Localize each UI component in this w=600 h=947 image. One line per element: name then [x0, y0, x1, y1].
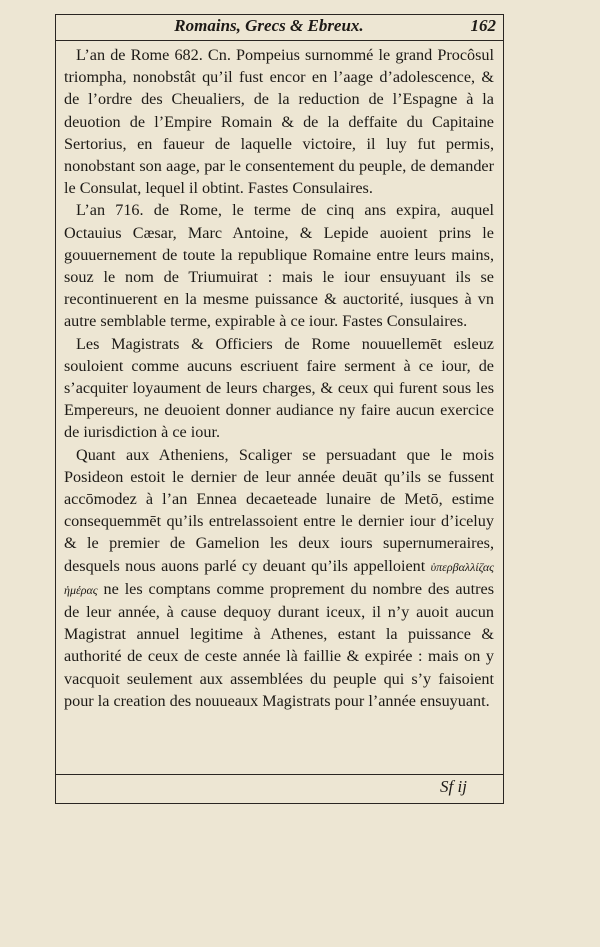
page-number: 162: [470, 16, 496, 35]
header-rule: [55, 40, 504, 41]
greek-phrase: ὑπερβαλλίζας ἡμέρας: [64, 559, 494, 597]
paragraph-triumvirat: L’an 716. de Rome, le terme de cinq ans expira, auquel Octauius Cæsar, Marc Antoine, & Lepide auoient prins le gouuernement de toute la republique Romaine entre leurs mains, souz le nom de Triumuirat : mais le iour ensuyuant ils se recontinuerent en la mesme puissance & auctorité, iusques à vn autre semblable terme, expirable à ce iour. Fastes Consulaires.: [64, 201, 494, 331]
footer-rule: [55, 774, 504, 775]
signature-mark: Sf ij: [440, 777, 467, 796]
body-text: [64, 44, 494, 712]
athens-text-end: ne les comptans comme proprement du nombre des autres de leur année, à cause dequoy durant iceux, il n’y auoit aucun Magistrat annuel legitime à Athenes, estant la puissance & authorité de ceux de ceste année là faillie & expirée : mais on y vacquoit seulement aux assemblées du peuple qui s’y faisoient pour la creation des nouueaux Magistrats pour l’année ensuyuant.: [64, 579, 494, 710]
paragraph-atheniens: [64, 444, 494, 712]
page-header: [62, 16, 496, 38]
paragraph-pompeius: L’an de Rome 682. Cn. Pompeius surnommé le grand Procôsul triompha, nonobstât qu’il fust encor en l’aage d’adolescence, & de l’ordre des Cheualiers, de la reduction de l’Espagne à la deuotion de l’Empire Romain & de la deffaite du Capitaine Sertorius, en faueur de laquelle victoire, il luy fut permis, nonobstant son aage, par le consentement du peuple, de demander le Consulat, lequel il obtint. Fastes Consulaires.: [64, 46, 494, 198]
athens-text-start: Quant aux Atheniens, Scaliger se persuadant que le mois Posideon estoit le dernier de leur année deuāt qu’ils se fussent accōmodez à l’an Ennea decaeteade lunaire de Metō, estime consequemmēt qu’ils entrelassoient entre le dernier iour d’iceluy & le premier de Gamelion les deux iours supernumeraires, desquels nous auons parlé cy deuant qu’ils appelloient: [64, 445, 494, 575]
paragraph-magistrats: Les Magistrats & Officiers de Rome nouuellemēt esleuz souloient comme aucuns escriuent faire serment à ce iour, de s’acquiter loyaument de leurs charges, & ceux qui furent sous les Empereurs, ne deuoient donner audiance ny faire aucun exercice de iurisdiction à ce iour.: [64, 334, 494, 442]
running-title: Romains, Grecs & Ebreux.: [174, 16, 364, 35]
